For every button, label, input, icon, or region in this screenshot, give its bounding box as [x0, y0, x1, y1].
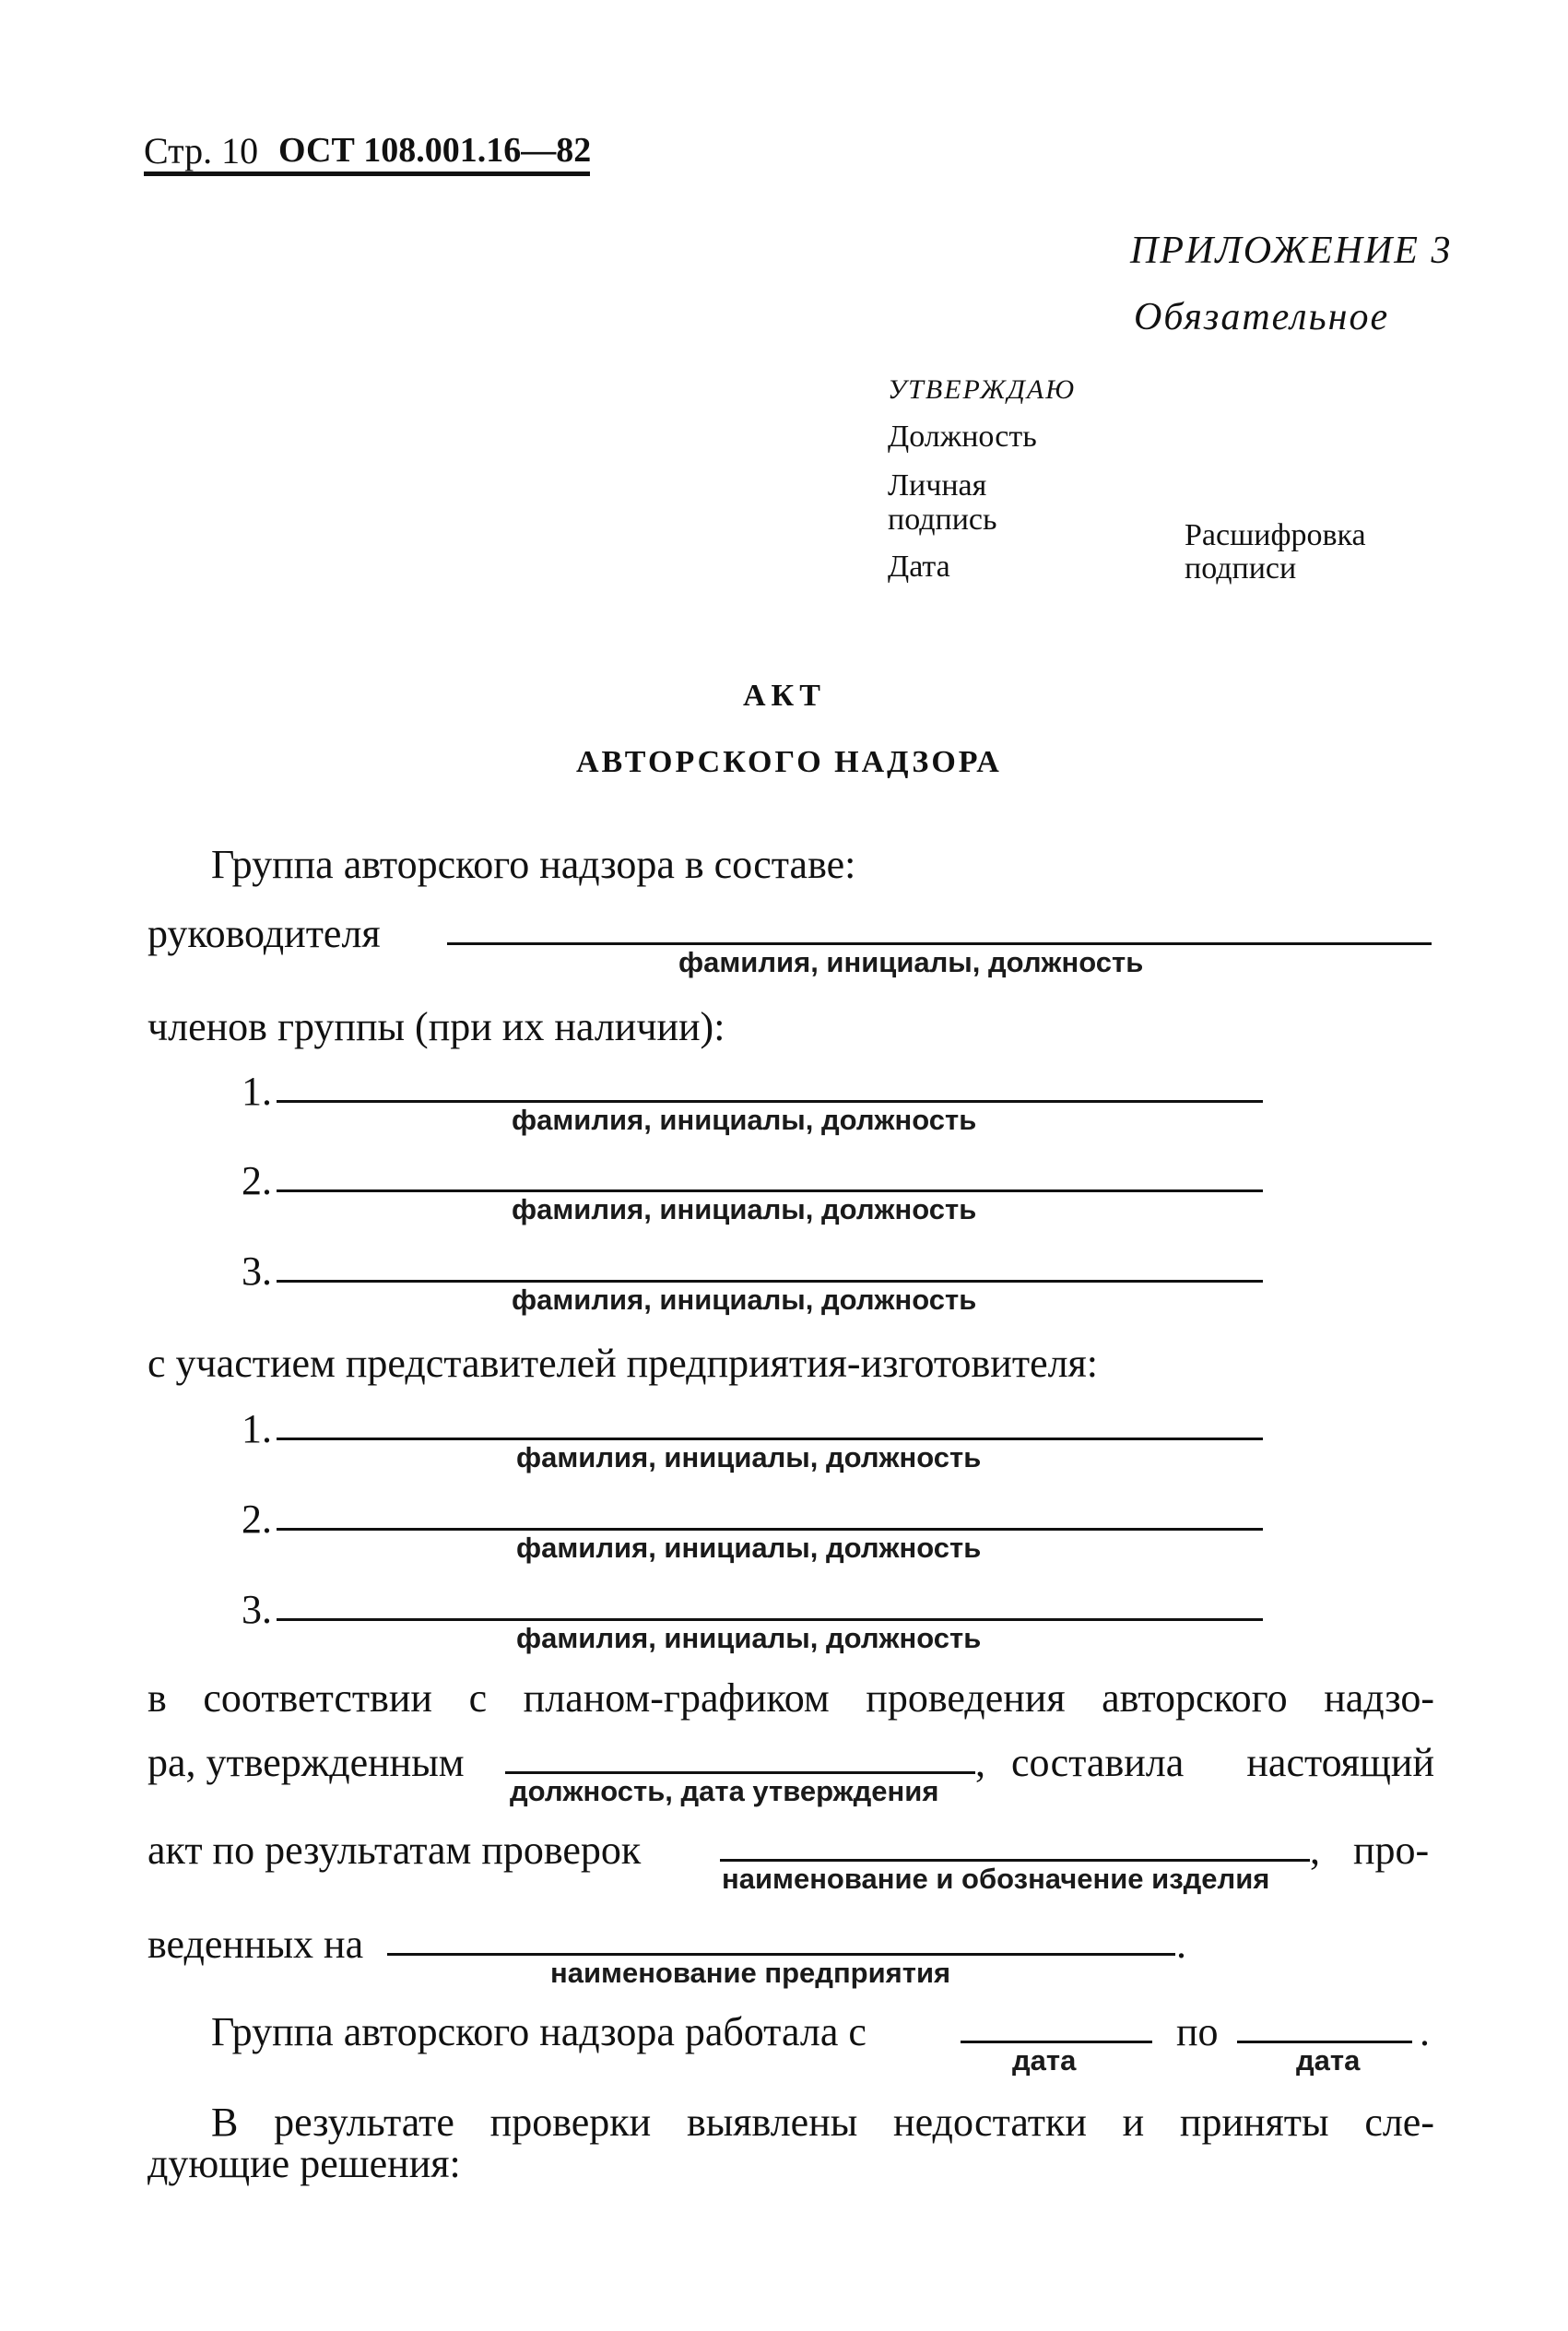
member-1-number: 1.	[242, 1069, 272, 1114]
result-line2: дующие решения:	[147, 2141, 461, 2186]
approval-decode-line1: Расшифровка	[1185, 518, 1366, 552]
member-2-number: 2.	[242, 1158, 272, 1203]
rep-1-caption: фамилия, инициалы, должность	[516, 1441, 982, 1473]
enterprise-field-line	[387, 1953, 1175, 1956]
approved-prefix: ра, утвержденным	[147, 1740, 465, 1785]
approval-position: Должность	[888, 420, 1037, 454]
conducted-prefix: веденных на	[147, 1922, 364, 1967]
document-title: АКТ	[743, 679, 826, 713]
act-suffix: про-	[1353, 1828, 1430, 1873]
conducted-period: .	[1176, 1922, 1186, 1967]
approval-signature-line1: Личная	[888, 468, 987, 503]
leader-field-line	[447, 942, 1432, 945]
rep-3-number: 3.	[242, 1587, 272, 1632]
appendix-title: ПРИЛОЖЕНИЕ 3	[1130, 230, 1453, 272]
approved-comma: ,	[975, 1740, 985, 1785]
appendix-status: Обязательное	[1134, 296, 1390, 338]
member-2-caption: фамилия, инициалы, должность	[512, 1193, 977, 1225]
act-prefix: акт по результатам проверок	[147, 1828, 642, 1873]
date-to-field-line	[1237, 2041, 1412, 2043]
rep-1-field-line	[277, 1438, 1263, 1440]
member-1-field-line	[277, 1100, 1263, 1103]
approved-field-line	[505, 1771, 975, 1774]
representatives-label: с участием представителей предприятия-изготовителя:	[147, 1341, 1099, 1386]
member-3-field-line	[277, 1280, 1263, 1283]
approval-decode-line2: подписи	[1185, 551, 1297, 586]
rep-2-number: 2.	[242, 1497, 272, 1542]
page-number: Стр. 10	[144, 130, 259, 172]
enterprise-caption: наименование предприятия	[550, 1957, 951, 1989]
header-underline	[144, 172, 590, 176]
date-from-field-line	[961, 2041, 1152, 2043]
date-from-caption: дата	[1012, 2044, 1077, 2077]
result-line1: В результате проверки выявлены недостатки и приняты сле-	[211, 2100, 1434, 2145]
member-2-field-line	[277, 1189, 1263, 1192]
worked-to: по	[1176, 2009, 1219, 2054]
rep-1-number: 1.	[242, 1406, 272, 1451]
document-subtitle: АВТОРСКОГО НАДЗОРА	[576, 745, 1002, 779]
rep-3-field-line	[277, 1618, 1263, 1621]
leader-label: руководителя	[147, 911, 381, 956]
approved-suffix: составила настоящий	[1011, 1740, 1434, 1785]
group-intro: Группа авторского надзора в составе:	[211, 842, 856, 887]
rep-3-caption: фамилия, инициалы, должность	[516, 1622, 982, 1654]
member-3-number: 3.	[242, 1248, 272, 1294]
rep-2-caption: фамилия, инициалы, должность	[516, 1532, 982, 1564]
member-3-caption: фамилия, инициалы, должность	[512, 1284, 977, 1316]
worked-period: .	[1420, 2009, 1430, 2054]
leader-field-caption: фамилия, инициалы, должность	[678, 946, 1144, 978]
product-caption: наименование и обозначение изделия	[722, 1863, 1270, 1895]
approval-signature-line2: подпись	[888, 503, 997, 537]
product-field-line	[720, 1859, 1310, 1862]
standard-code: ОСТ 108.001.16—82	[278, 131, 592, 170]
approved-caption: должность, дата утверждения	[510, 1775, 939, 1807]
schedule-line: в соответствии с планом-графиком проведения авторского надзо-	[147, 1675, 1434, 1721]
date-to-caption: дата	[1296, 2044, 1361, 2077]
worked-prefix: Группа авторского надзора работала с	[211, 2009, 867, 2054]
member-1-caption: фамилия, инициалы, должность	[512, 1104, 977, 1136]
approval-date: Дата	[888, 550, 950, 584]
members-label: членов группы (при их наличии):	[147, 1004, 725, 1049]
approval-title: УТВЕРЖДАЮ	[888, 374, 1077, 405]
act-comma: ,	[1310, 1828, 1320, 1873]
rep-2-field-line	[277, 1528, 1263, 1531]
